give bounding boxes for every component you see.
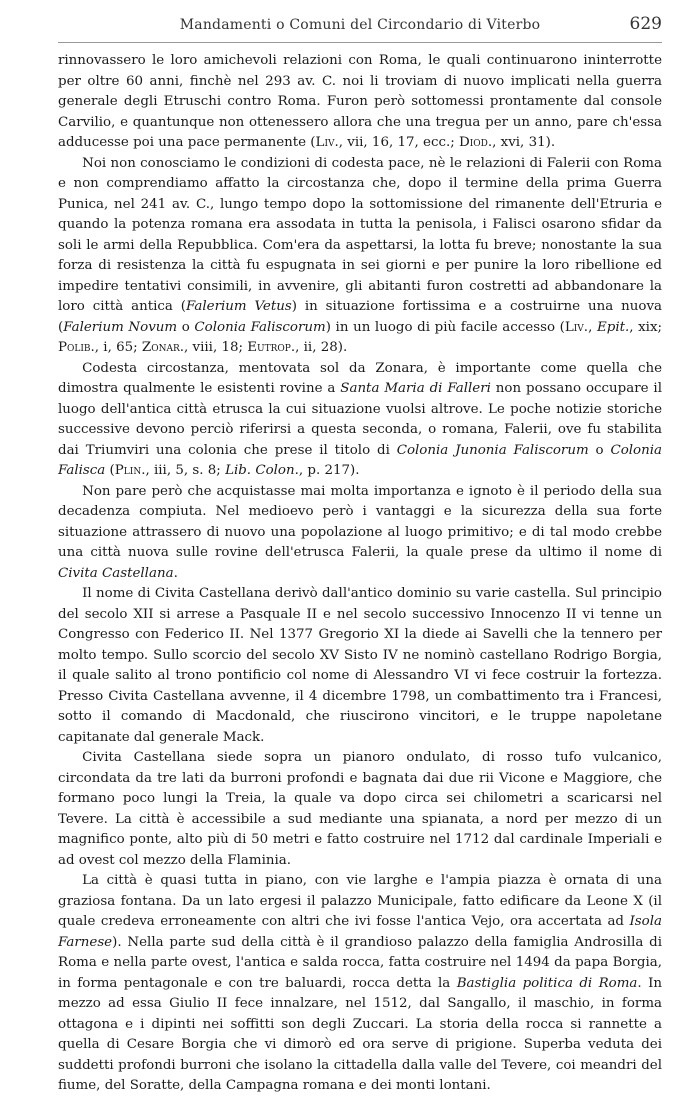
- text-run: Civita Castellana siede sopra un pianoro ondulato, di rosso tufo vulcanico, circondata da tre lati da burroni profondi e bagnata dai due rii Vicone e Maggiore, che formano poco lungi la Treia, la quale va dopo circa sei chilometri a scaricarsi nel Tevere. La città è accessibile a sud mediante una spianata, a nord per mezzo di un magnifico ponte, alto più di 50 metri e fatto costruire nel 1712 dal cardinale Imperiali e ad ovest col mezzo della Flaminia.: [58, 750, 662, 868]
- running-title: Mandamenti o Comuni del Circondario di Viterbo: [179, 17, 541, 33]
- text-run: . In mezzo ad essa Giulio II fece innalzare, nel 1512, dal Sangallo, il maschio, in forma ottagona e i dipinti nei soffitti son degli Zuccari. La storia della rocca si rannette a quella di Cesare Borgia che vi dimorò ed ora serve di prigione. Superba veduta dei suddetti profondi burroni che isolano la cittadella dalla valle del Tevere, coi meandri del fiume, del Soratte, della Campagna romana e dei monti lontani.: [58, 975, 662, 1093]
- body-text: [58, 51, 662, 1097]
- text-run: , p. 217).: [298, 463, 360, 478]
- text-run: , viii, 18;: [184, 340, 248, 355]
- italic-text: Lib. Colon.: [225, 463, 299, 478]
- text-run: .: [173, 565, 178, 581]
- paragraph: [58, 154, 662, 359]
- text-run: La città è quasi tutta in piano, con vie larghe e l'ampia piazza è ornata di una graziosa fontana. Da un lato ergesi il palazzo Municipale, fatto edificare da Leone X (il quale credeva erroneamente con altri che ivi fosse l'antica Vejo, ora accertata ad: [58, 873, 662, 929]
- italic-text: Bastiglia politica di Roma: [456, 975, 638, 991]
- text-run: Noi non conosciamo le condizioni di codesta pace, nè le relazioni di Falerii con Roma e non comprendiamo affatto la circostanza che, dopo il termine della prima Guerra Punica, nel 241 av. C., lungo tempo dopo la sottomissione del rimanente dell'Etruria e quando la potenza romana era assodata in tutta la penisola, i Falisci osarono sfidar da soli le armi della Repubblica. Com'era da aspettarsi, la lotta fu breve; nonostante la sua forza di resistenza la città fu espugnata in sei giorni e per punire la loro ribellione ed impedire tentativi consimili, in avvenire, gli abitanti furon costretti ad abbandonare la loro città antica (: [58, 155, 662, 314]
- italic-text: Isola Farnese: [58, 914, 662, 950]
- text-run: , xvi, 31).: [492, 135, 556, 150]
- italic-text: Falerium Vetus: [186, 299, 292, 314]
- text-run: Il nome di Civita Castellana derivò dall'antico dominio su varie castella. Sul principio del secolo XII si arrese a Pasquale II e nel secolo successivo Innocenzo II vi tenne un Congresso con Federico II. Nel 1377 Gregorio XI la diede ai Savelli che la tennero per molto tempo. Sullo scorcio del secolo XV Sisto IV ne nominò castellano Rodrigo Borgia, il quale salito al trono pontificio col nome di Alessandro VI vi fece costruir la fortezza. Presso Civita Castellana avvenne, il 4 dicembre 1798, un combattimento tra i Francesi, sotto il comando di Macdonald, che riuscirono vincitori, e le truppe napoletane capitanate dal generale Mack.: [58, 586, 662, 745]
- text-run: non possano occupare il luogo dell'antica città etrusca la cui situazione vuolsi altrove. Le poche notizie storiche successive devono perciò riferirsi a questa seconda, o romana, Falerii, ove fu stabilita dai Triumviri una colonia che prese il titolo di: [58, 381, 662, 458]
- italic-text: Colonia Junonia Faliscorum: [396, 442, 589, 458]
- citation-abbrev: Plin.: [114, 463, 146, 478]
- paragraph: [58, 51, 662, 154]
- citation-abbrev: Liv.: [315, 135, 339, 150]
- italic-text: Colonia Faliscorum: [194, 319, 326, 335]
- italic-text: Falerium Novum: [63, 319, 178, 335]
- page-number: 629: [629, 14, 662, 34]
- text-run: (: [105, 463, 115, 478]
- text-run: o: [177, 319, 195, 335]
- text-run: ) in situazione fortissima e a costruirne una nuova (: [58, 299, 662, 335]
- citation-abbrev: Liv.: [564, 319, 589, 335]
- citation-abbrev: Polib.: [58, 340, 95, 355]
- text-run: , vii, 16, 17, ecc.;: [338, 135, 459, 150]
- citation-abbrev: Zonar.: [141, 340, 185, 355]
- paragraph: [58, 584, 662, 748]
- text-run: , iii, 5, s. 8;: [145, 463, 226, 478]
- citation-abbrev: Eutrop.: [247, 340, 296, 355]
- text-run: rinnovassero le loro amichevoli relazioni con Roma, le quali continuarono ininterrotte per oltre 60 anni, finchè nel 293 av. C. noi li troviam di nuovo implicati nella guerra generale degli Etruschi contro Roma. Furon però sottomessi prontamente dal console Carvilio, e quantunque non ottenessero allora che una tregua per un anno, pare ch'essa adducesse poi una pace permanente (: [58, 53, 662, 150]
- book-page: [58, 14, 662, 1097]
- text-run: Non pare però che acquistasse mai molta importanza e ignoto è il periodo della sua decadenza compiuta. Nel medioevo però i vantaggi e la sicurezza della sua forte situazione attrassero di nuovo una popolazione al luogo primitivo; e di tal modo crebbe una città nuova sulle rovine dell'etrusca Falerii, la quale prese da ultimo il nome di: [58, 483, 662, 560]
- text-run: , i, 65;: [94, 340, 142, 355]
- running-head: [58, 14, 662, 43]
- text-run: o: [588, 442, 611, 458]
- text-run: , ii, 28).: [295, 340, 348, 355]
- paragraph: [58, 748, 662, 871]
- italic-text: Epit.: [596, 319, 630, 335]
- text-run: Codesta circostanza, mentovata sol da Zonara, è importante come quella che dimostra qualmente le esistenti rovine a: [58, 360, 662, 396]
- text-run: ,: [588, 319, 597, 335]
- text-run: , xix;: [629, 319, 663, 335]
- text-run: ). Nella parte sud della città è il grandioso palazzo della famiglia Androsilla di Roma e nella parte ovest, l'antica e salda rocca, fatta costruire nel 1494 da papa Borgia, in forma pentagonale e con tre baluardi, rocca detta la: [58, 934, 662, 991]
- paragraph: [58, 871, 662, 1097]
- italic-text: Civita Castellana: [58, 565, 174, 581]
- paragraph: [58, 359, 662, 482]
- citation-abbrev: Diod.: [458, 135, 493, 150]
- paragraph: [58, 482, 662, 585]
- italic-text: Colonia Falisca: [58, 442, 662, 478]
- text-run: ) in un luogo di più facile accesso (: [325, 319, 565, 335]
- italic-text: Santa Maria di Falleri: [340, 381, 491, 396]
